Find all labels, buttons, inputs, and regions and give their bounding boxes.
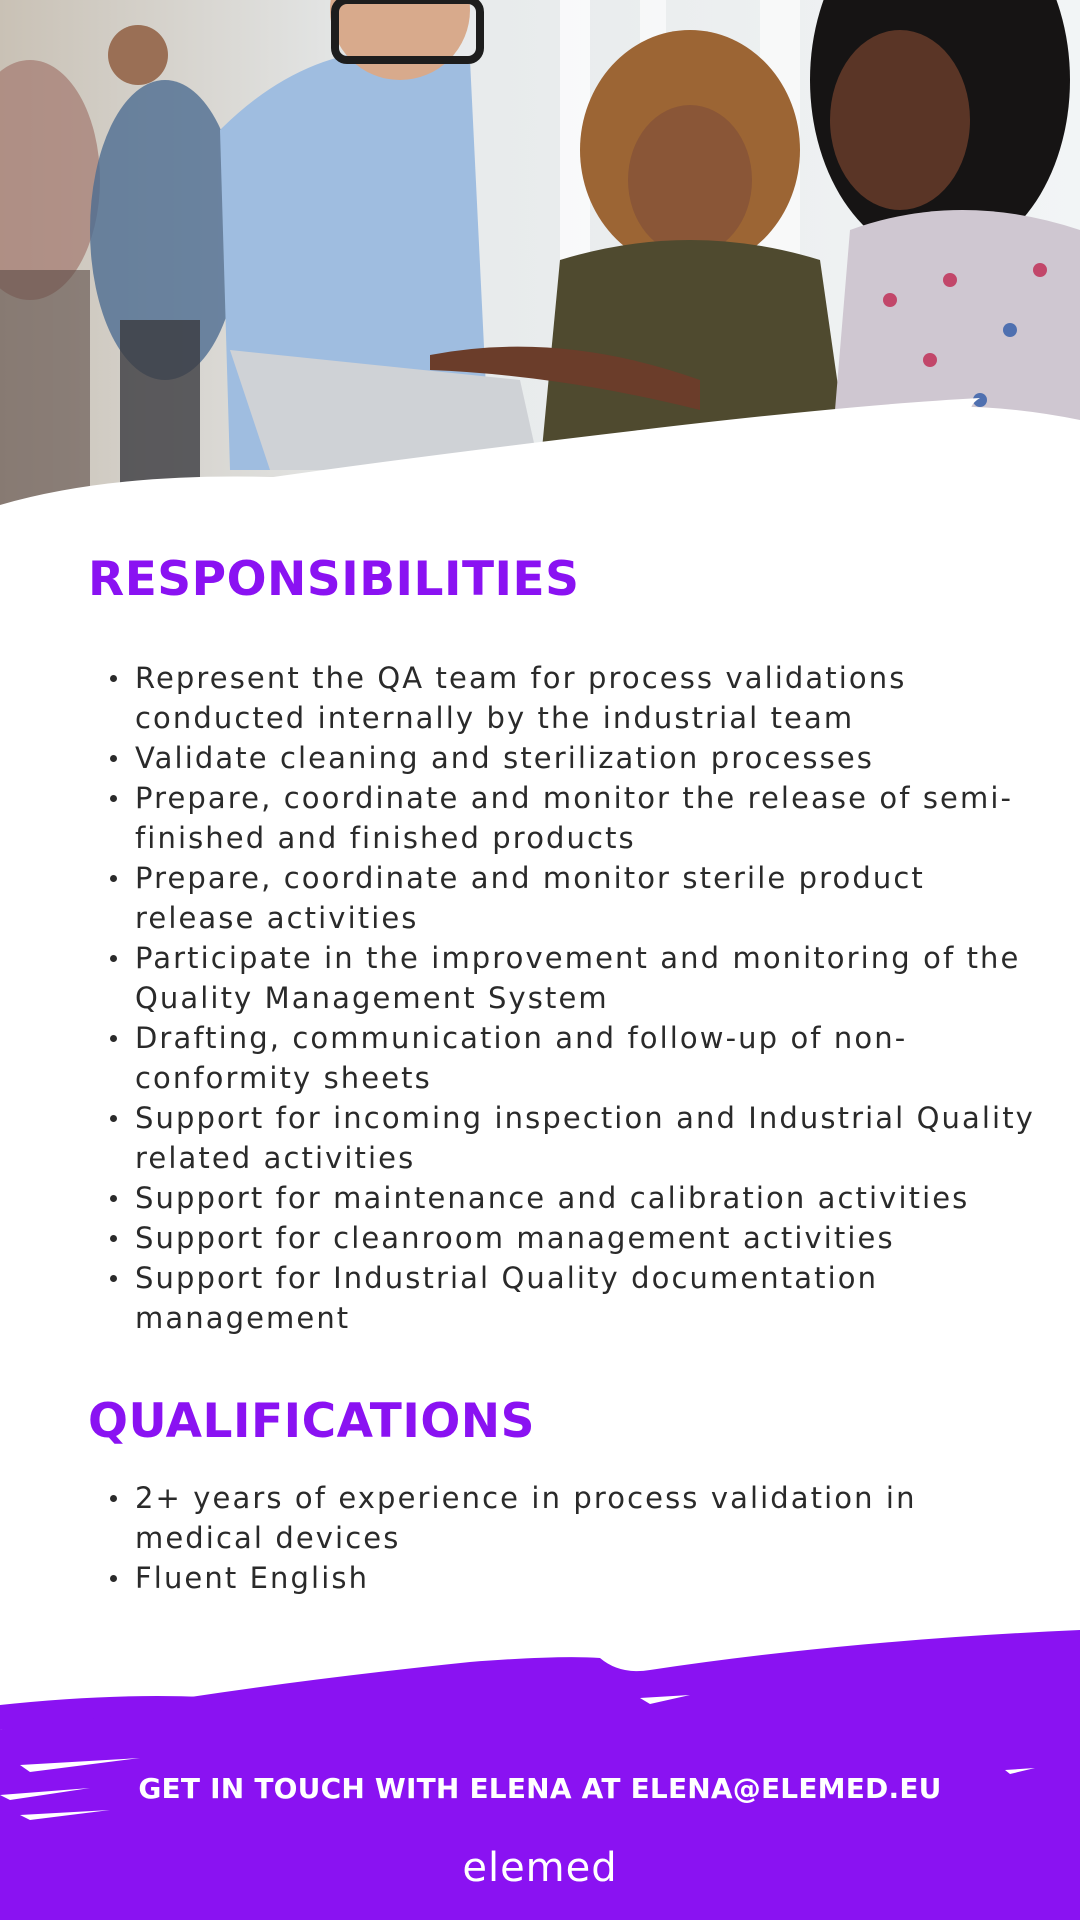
list-item: Represent the QA team for process validations conducted internally by the industrial team <box>135 658 1055 738</box>
list-item: Support for maintenance and calibration activities <box>135 1178 1055 1218</box>
hero-photo <box>0 0 1080 520</box>
list-item: Support for Industrial Quality documentation management <box>135 1258 1055 1338</box>
list-item: Drafting, communication and follow-up of non-conformity sheets <box>135 1018 1055 1098</box>
list-item: Support for cleanroom management activities <box>135 1218 1055 1258</box>
responsibilities-list <box>88 658 1055 1338</box>
list-item: Support for incoming inspection and Industrial Quality related activities <box>135 1098 1055 1178</box>
list-item: Prepare, coordinate and monitor sterile product release activities <box>135 858 1055 938</box>
qualifications-heading: QUALIFICATIONS <box>88 1394 535 1449</box>
contact-cta: GET IN TOUCH WITH ELENA AT ELENA@ELEMED.EU <box>138 1772 942 1805</box>
hero-illustration <box>0 0 1080 520</box>
list-item: 2+ years of experience in process validation in medical devices <box>135 1478 1055 1558</box>
list-item: Participate in the improvement and monitoring of the Quality Management System <box>135 938 1055 1018</box>
list-item: Fluent English <box>135 1558 1055 1598</box>
elemed-logo: elemed <box>462 1845 618 1891</box>
list-item: Validate cleaning and sterilization processes <box>135 738 1055 778</box>
responsibilities-heading: RESPONSIBILITIES <box>88 552 580 607</box>
list-item: Prepare, coordinate and monitor the release of semi-finished and finished products <box>135 778 1055 858</box>
qualifications-list <box>88 1478 1055 1598</box>
